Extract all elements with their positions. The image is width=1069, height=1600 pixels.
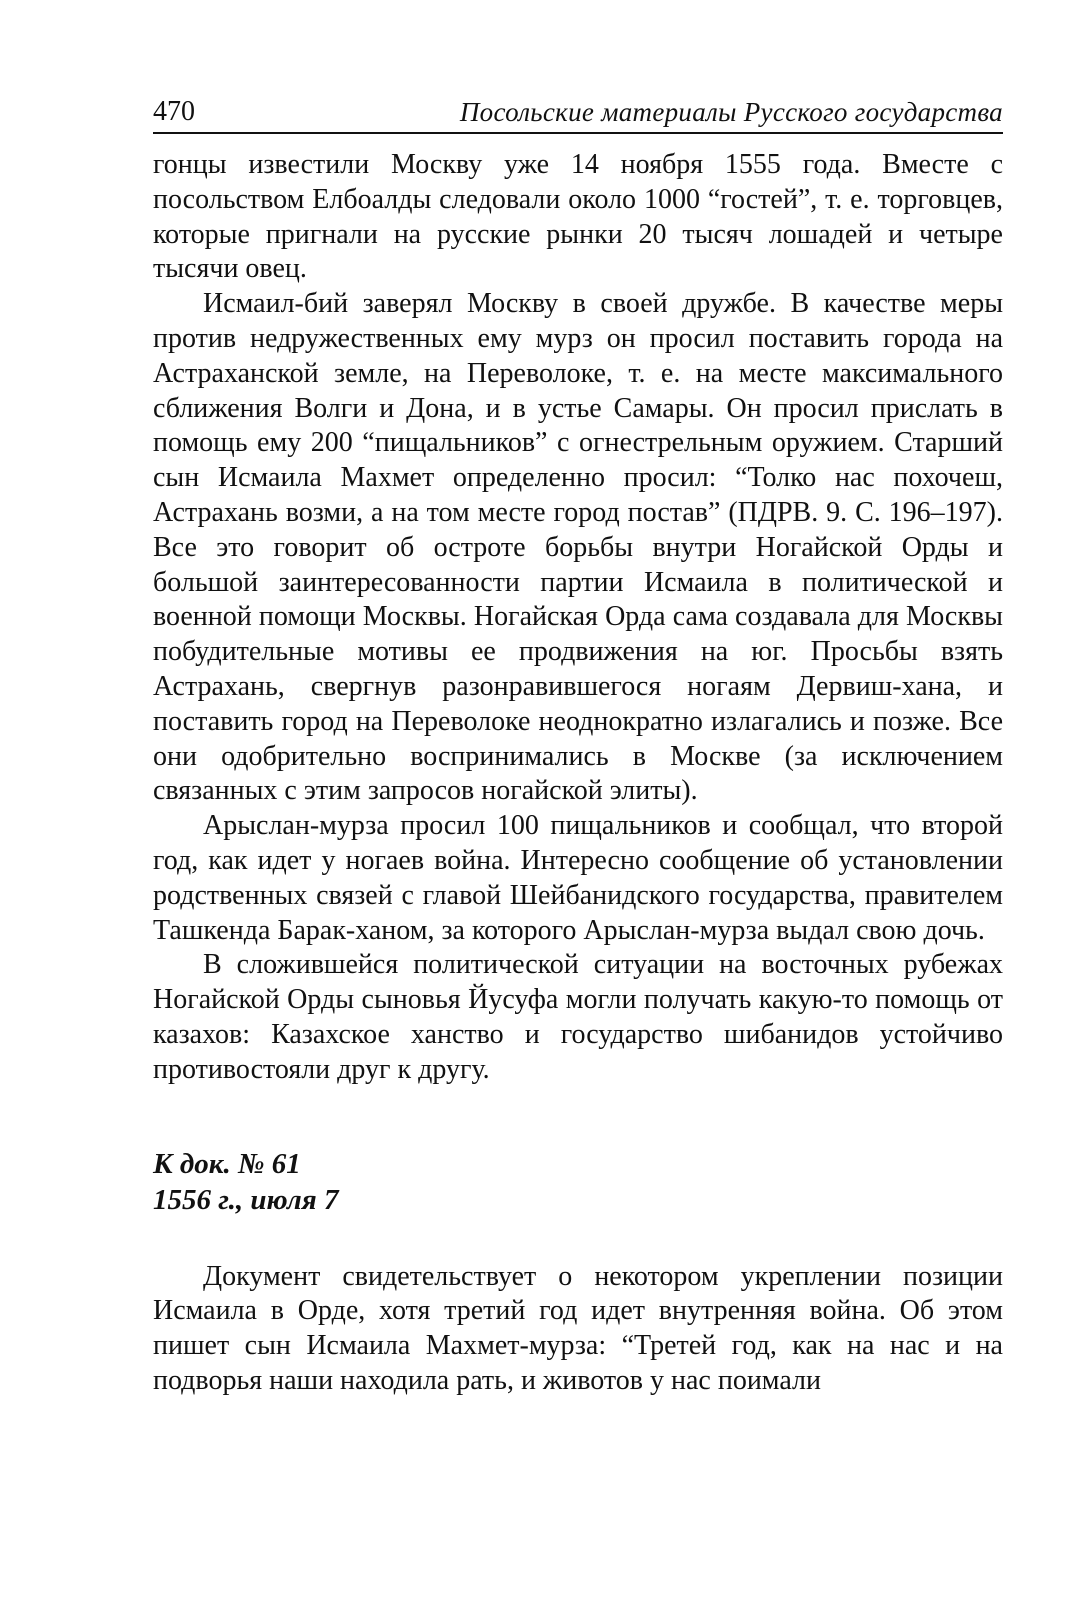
main-text — [153, 148, 1003, 1088]
paragraph-1: гонцы известили Москву уже 14 ноября 1555 года. Вместе с посольством Елбоалды следовали около 1000 “гостей”, т. е. торговцев, которые пригнали на русские рынки 20 тысяч лошадей и четыре тысячи овец. — [153, 149, 1003, 285]
paragraph-5: Документ свидетельствует о некотором укреплении позиции Исмаила в Орде, хотя третий год идет внутренняя война. Об этом пишет сын Исмаила Махмет-мурза: “Третей год, как на нас и на подворья наши находила рать, и животов у нас поимали — [153, 1260, 1003, 1396]
book-page — [153, 88, 1003, 1399]
page-header — [153, 88, 1003, 134]
running-title: Посольские материалы Русского государства — [459, 97, 1003, 127]
paragraph-3: Арыслан-мурза просил 100 пищальников и сообщал, что второй год, как идет у ногаев война. Интересно сообщение об установлении родственных связей с главой Шейбанидского государства, правителем Ташкенда Барак-ханом, за которого Арыслан-мурза выдал свою дочь. — [153, 810, 1003, 946]
document-heading-number: К док. № 61 — [153, 1147, 301, 1180]
commentary-text — [153, 1260, 1003, 1399]
paragraph-2: Исмаил-бий заверял Москву в своей дружбе. В качестве меры против недружественных ему мурз он просил поставить города на Астраханской земле, на Переволоке, т. е. на месте максимального сближения Волги и Дона, и в устье Самары. Он просил прислать в помощь ему 200 “пищальников” с огнестрельным оружием. Старший сын Исмаила Махмет определенно просил: “Толко нас похочеш, Астрахань возми, а на том месте город постав” (ПДРВ. 9. С. 196–197). Все это говорит об остроте борьбы внутри Ногайской Орды и большой заинтересованности партии Исмаила в политической и военной помощи Москвы. Ногайская Орда сама создавала для Москвы побудительные мотивы ее продвижения на юг. Просьбы взять Астрахань, свергнув разонравившегося ногаям Дервиш-хана, и поставить город на Переволоке неоднократно излагались и позже. Все они одобрительно воспринимались в Москве (за исключением связанных с этим запросов ногайской элиты). — [153, 288, 1003, 807]
page-number: 470 — [153, 96, 195, 127]
document-heading-date: 1556 г., июля 7 — [153, 1183, 339, 1216]
paragraph-4: В сложившейся политической ситуации на восточных рубежах Ногайской Орды сыновья Йусуфа могли получать какую-то помощь от казахов: Казахское ханство и государство шибанидов устойчиво противостояли друг к другу. — [153, 949, 1003, 1085]
document-heading — [153, 1146, 1003, 1218]
